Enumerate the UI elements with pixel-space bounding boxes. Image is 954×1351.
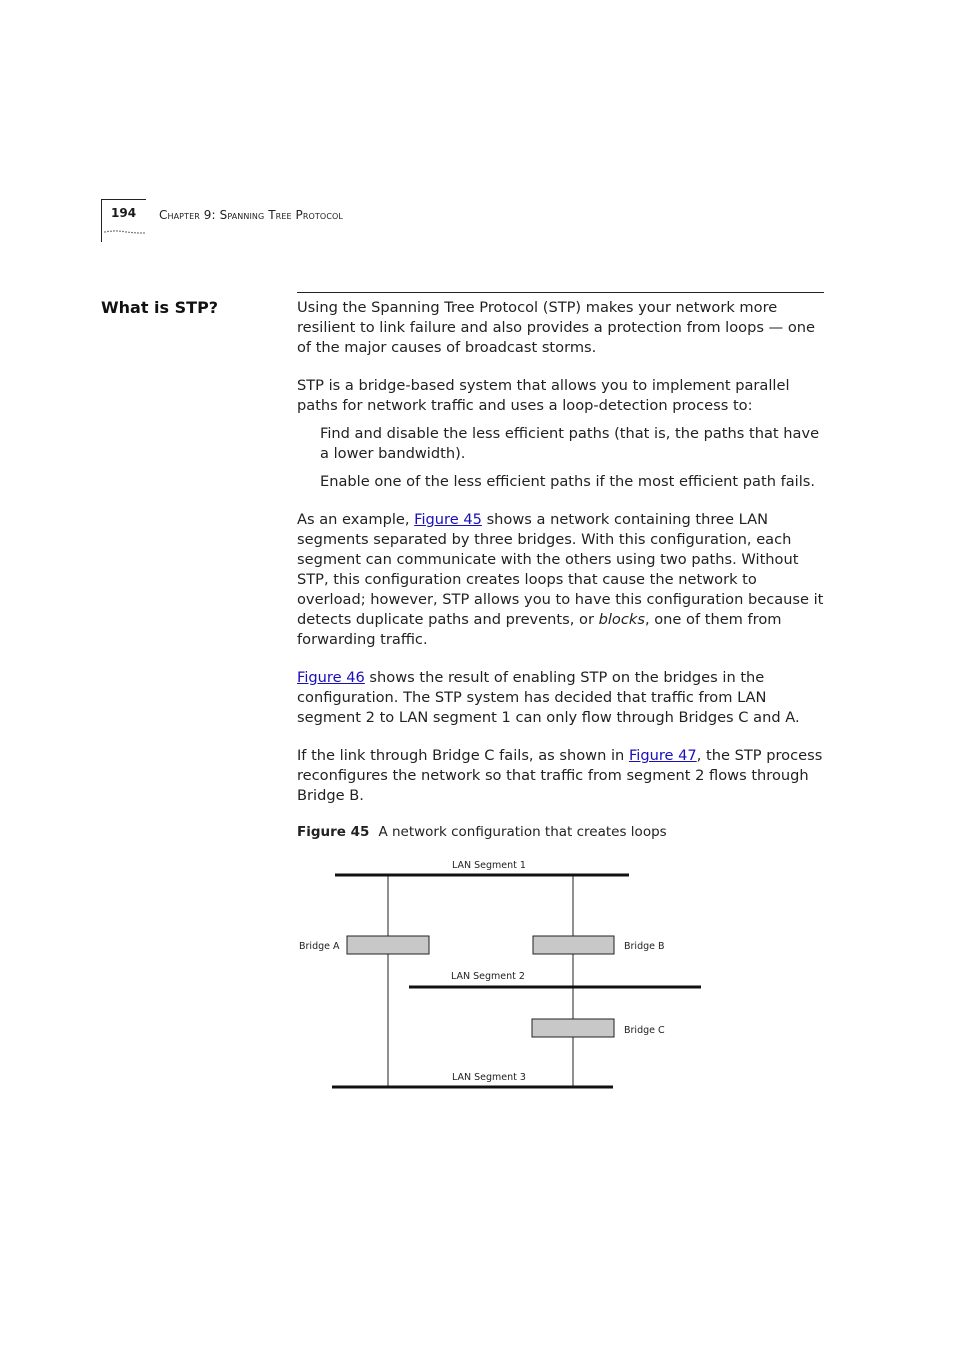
figure-45-link[interactable]: Figure 45 bbox=[414, 511, 482, 528]
paragraph-3-text-c: , one of them from forwarding traffic. bbox=[297, 611, 782, 648]
bridge-a-box bbox=[347, 936, 429, 954]
paragraph-5 bbox=[297, 746, 827, 806]
bridge-b-label: Bridge B bbox=[624, 941, 665, 952]
lan-segment-2-label: LAN Segment 2 bbox=[451, 971, 525, 982]
lan-segment-1-label: LAN Segment 1 bbox=[452, 860, 526, 871]
figure-label: Figure 45 bbox=[297, 824, 370, 840]
chapter-title: Chapter 9: Spanning Tree Protocol bbox=[159, 208, 343, 222]
paragraph-3-text-a: As an example, bbox=[297, 511, 415, 528]
figure-46-link[interactable]: Figure 46 bbox=[297, 669, 365, 686]
figure-caption bbox=[297, 824, 667, 840]
list-item-2-text: Enable one of the less efficient paths if the most efficient path fails. bbox=[320, 473, 816, 490]
paragraph-1 bbox=[297, 298, 827, 358]
paragraph-2 bbox=[297, 376, 827, 416]
list-item-1 bbox=[320, 424, 830, 464]
bridge-a-label: Bridge A bbox=[299, 941, 340, 952]
list-item-2 bbox=[320, 472, 830, 492]
paragraph-3 bbox=[297, 510, 827, 650]
lan-segment-3-label: LAN Segment 3 bbox=[452, 1072, 526, 1083]
section-heading: What is STP? bbox=[101, 298, 219, 317]
bridge-b-box bbox=[533, 936, 614, 954]
paragraph-3-text-b: shows a network containing three LAN segments separated by three bridges. With this configuration, each segment can communicate with the others using two paths. Without STP, this configuration creates loops that cause the network to overload; however, STP allows you to have this configuration because it detects duplicate paths and prevents, or bbox=[297, 511, 824, 628]
list-item-1-text: Find and disable the less efficient paths (that is, the paths that have a lower bandwidth). bbox=[320, 425, 820, 462]
paragraph-4 bbox=[297, 668, 827, 728]
paragraph-5-text-b: , the STP process reconfigures the network so that traffic from segment 2 flows through Bridge B. bbox=[297, 747, 823, 804]
section-divider bbox=[297, 292, 824, 293]
paragraph-4-text: shows the result of enabling STP on the bridges in the configuration. The STP system has decided that traffic from LAN segment 2 to LAN segment 1 can only flow through Bridges C and A. bbox=[297, 669, 800, 726]
paragraph-5-text-a: If the link through Bridge C fails, as shown in bbox=[297, 747, 629, 764]
paragraph-2-text: STP is a bridge-based system that allows you to implement parallel paths for network traffic and uses a loop-detection process to: bbox=[297, 377, 790, 414]
bridge-c-box bbox=[532, 1019, 614, 1037]
figure-caption-text: A network configuration that creates loops bbox=[378, 824, 667, 840]
figure-47-link[interactable]: Figure 47 bbox=[628, 747, 697, 764]
bridge-c-label: Bridge C bbox=[624, 1025, 665, 1036]
paragraph-3-emphasis: blocks bbox=[598, 611, 645, 628]
network-diagram bbox=[0, 850, 954, 1100]
paragraph-1-text: Using the Spanning Tree Protocol (STP) makes your network more resilient to link failure and also provides a protection from loops — one of the major causes of broadcast storms. bbox=[297, 299, 815, 356]
page-number: 194 bbox=[111, 206, 137, 220]
decorative-dots bbox=[104, 230, 146, 234]
